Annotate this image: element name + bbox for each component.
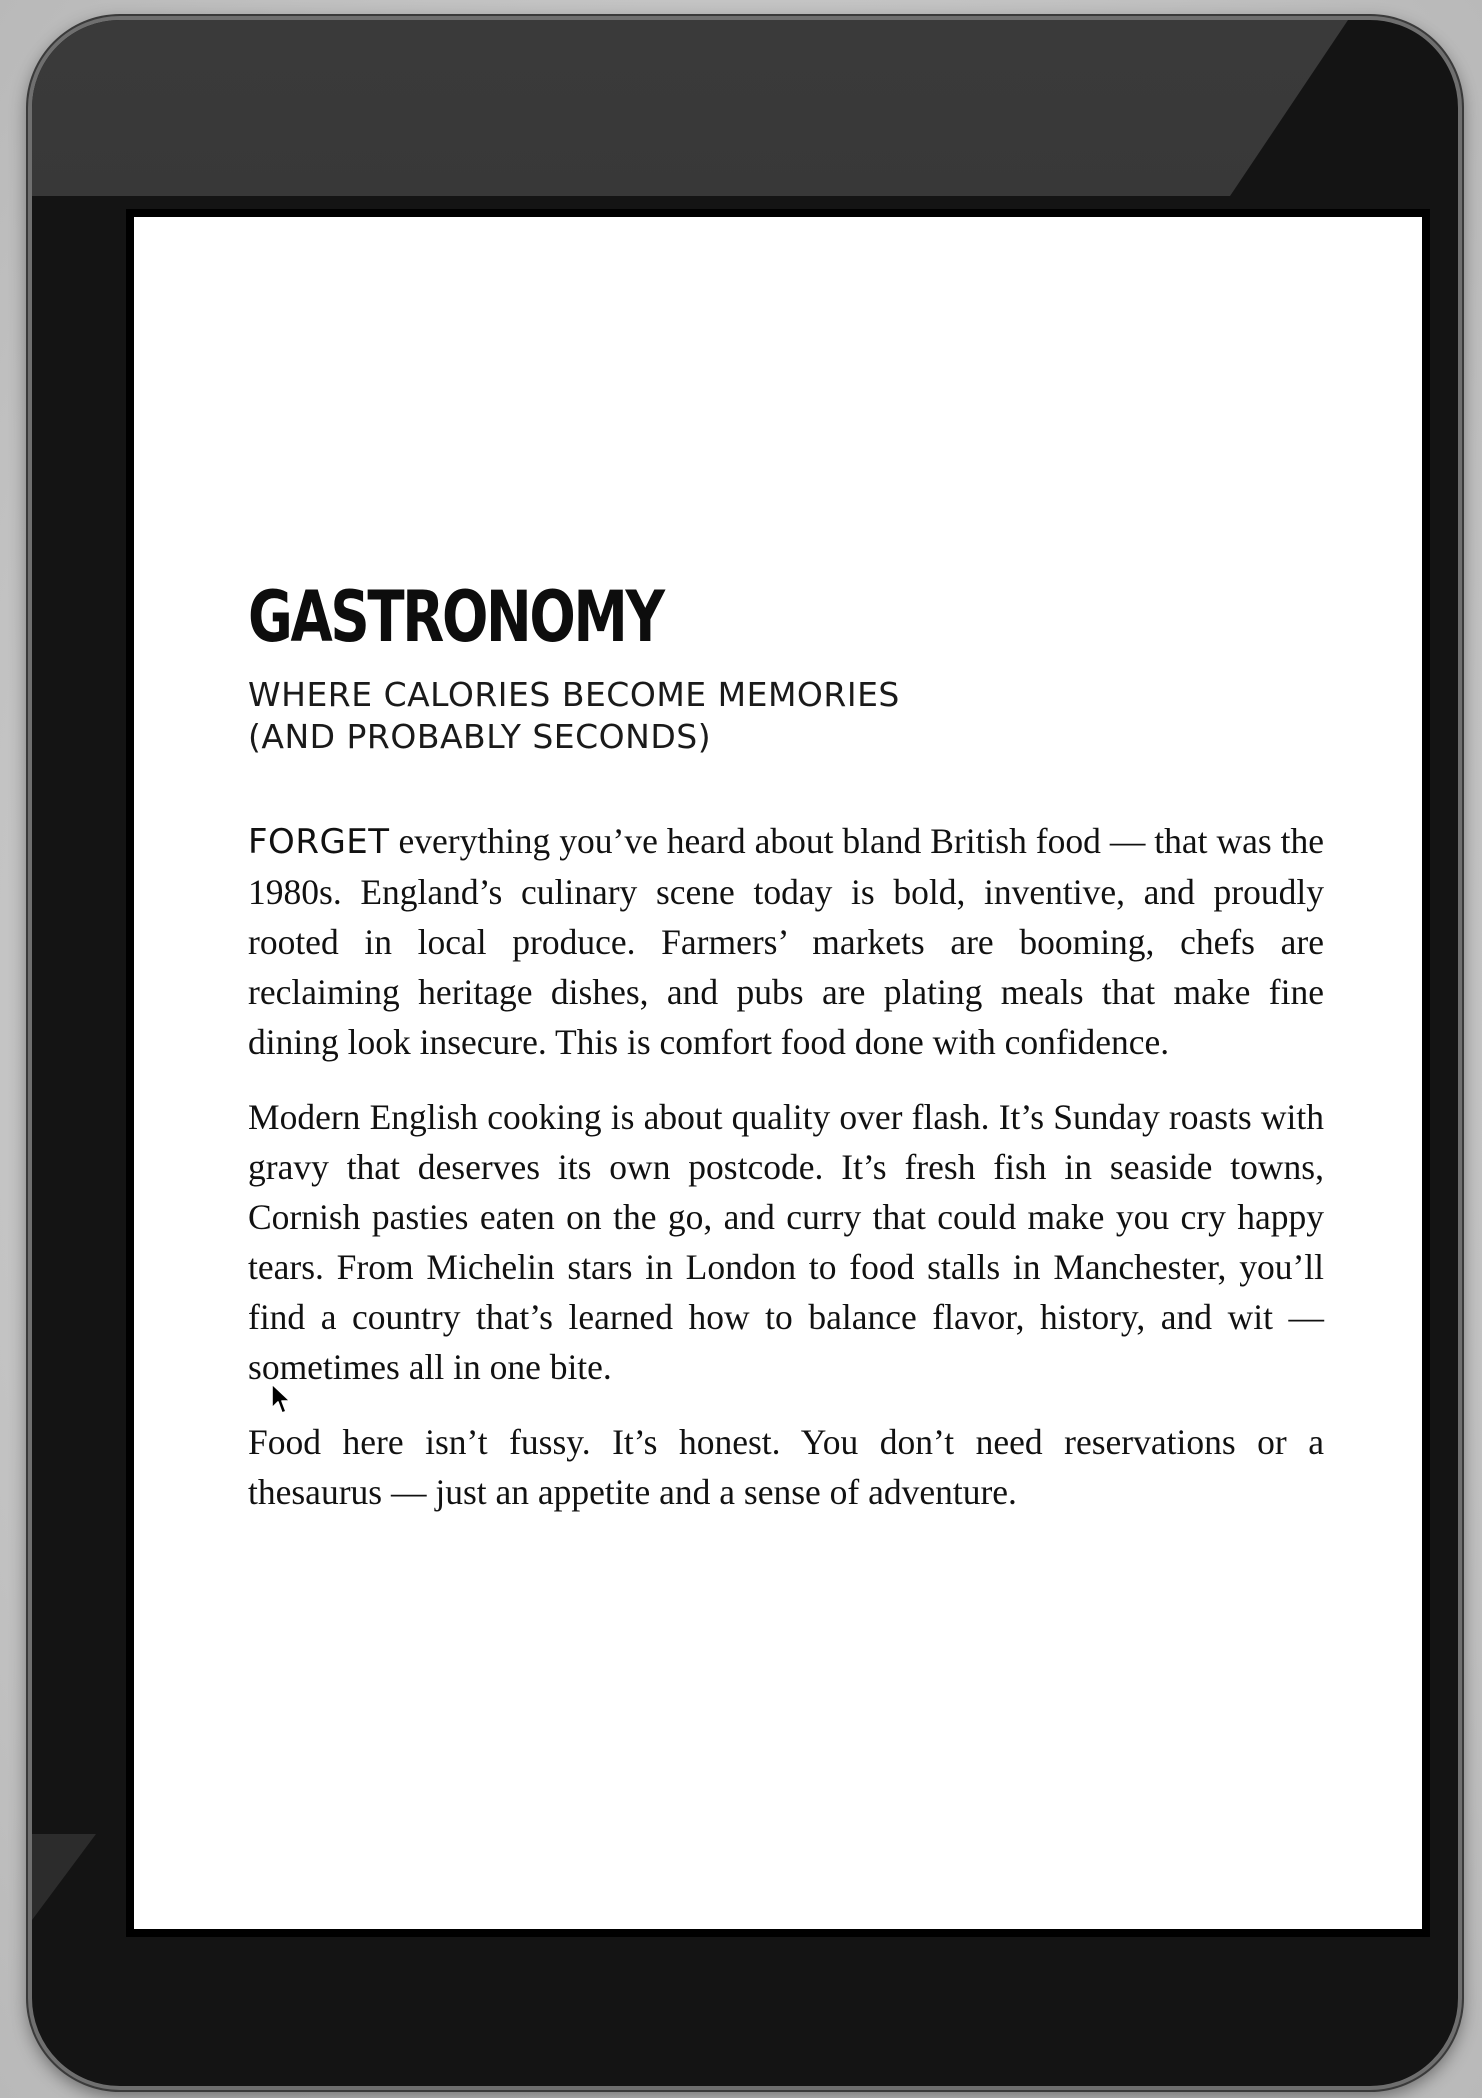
lead-word: FORGET xyxy=(248,822,390,862)
paragraph-1 xyxy=(248,816,1324,1067)
body-text xyxy=(248,816,1324,1517)
paragraph-1-text: everything you’ve heard about bland British food — that was the 1980s. England’s culinary scene today is bold, inventive, and proudly rooted in local produce. Farmers’ markets are booming, chefs are reclaiming heritage dishes, and pubs are plating meals that make fine dining look insecure. This is comfort food done with confidence. xyxy=(248,821,1324,1062)
mouse-pointer-icon xyxy=(270,1382,294,1416)
subtitle-line-1: WHERE CALORIES BECOME MEMORIES xyxy=(248,675,900,714)
page-content xyxy=(248,576,1324,1542)
tablet-screen xyxy=(126,209,1430,1937)
chapter-title: GASTRONOMY xyxy=(248,576,663,658)
tablet-device xyxy=(28,16,1462,2090)
chapter-subtitle xyxy=(248,674,1324,758)
paragraph-3: Food here isn’t fussy. It’s honest. You don’t need reservations or a thesaurus — just an appetite and a sense of adventure. xyxy=(248,1422,1324,1512)
subtitle-line-2: (AND PROBABLY SECONDS) xyxy=(248,717,712,756)
paragraph-2: Modern English cooking is about quality over flash. It’s Sunday roasts with gravy that deserves its own postcode. It’s fresh fish in seaside towns, Cornish pasties eaten on the go, and curry that could make you cry happy tears. From Michelin stars in London to food stalls in Manchester, you’ll find a country that’s learned how to balance flavor, history, and wit — sometimes all in one bite. xyxy=(248,1097,1324,1387)
reader-page[interactable] xyxy=(134,217,1422,1929)
